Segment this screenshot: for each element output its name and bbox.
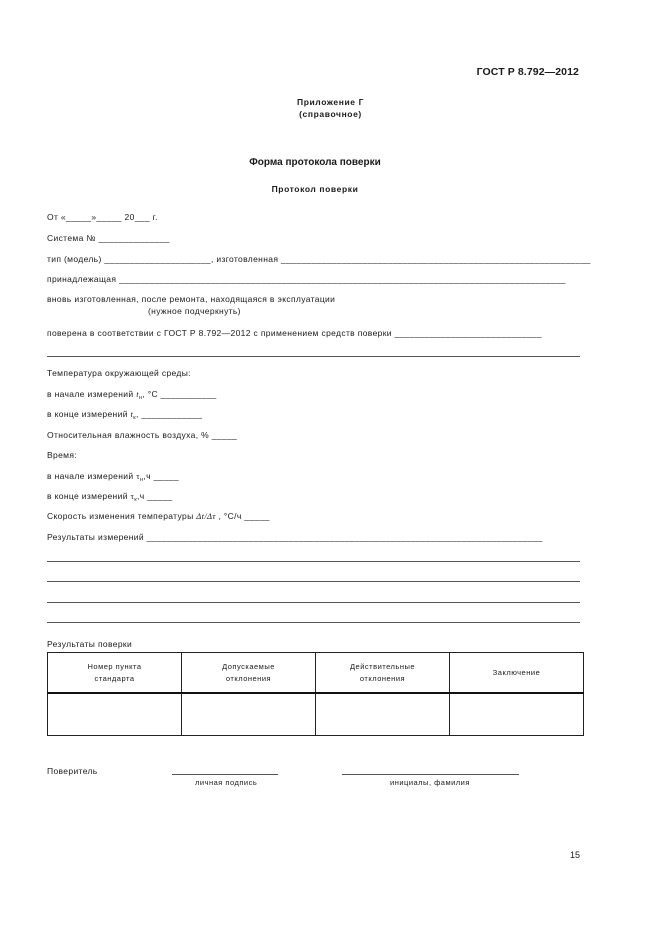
verification-results-table <box>47 652 584 736</box>
type-model-field[interactable]: тип (модель) _____________________, изготовленная _____________________________________________________________ <box>47 254 591 264</box>
column-header-allowed-deviations <box>182 653 316 694</box>
time-start-prefix: в начале измерений <box>47 471 137 481</box>
table-cell[interactable] <box>450 693 584 736</box>
column-header-conclusion <box>450 653 584 694</box>
time-end-suffix: ,ч _____ <box>137 491 173 501</box>
verification-means-continuation-line[interactable] <box>47 356 580 357</box>
table-cell[interactable] <box>182 693 316 736</box>
temperature-end-prefix: в конце измерений <box>47 409 131 419</box>
time-start-symbol: τ <box>136 471 140 481</box>
time-end-subscript: к <box>134 497 138 503</box>
temperature-end-field[interactable] <box>47 409 202 421</box>
name-caption: инициалы, фамилия <box>390 778 470 787</box>
ambient-temperature-label: Температура окружающей среды: <box>47 368 191 378</box>
date-field[interactable]: От «_____»_____ 20___ г. <box>47 212 158 222</box>
document-code: ГОСТ Р 8.792—2012 <box>476 66 579 78</box>
time-label: Время: <box>47 450 78 460</box>
temperature-end-symbol: t <box>130 409 134 419</box>
column-header-allowed-deviations-text: Допускаемые отклонения <box>222 662 275 683</box>
form-title: Форма протокола поверки <box>249 157 381 168</box>
measurement-results-line[interactable] <box>47 622 580 623</box>
time-start-subscript: н <box>139 477 144 483</box>
temperature-end-subscript: к <box>133 415 136 421</box>
column-header-actual-deviations-text: Действительные отклонения <box>349 662 416 683</box>
system-number-field[interactable]: Система № ______________ <box>47 233 170 243</box>
annex-heading <box>0 97 661 120</box>
time-end-prefix: в конце измерений <box>47 491 131 501</box>
table-cell[interactable] <box>316 693 450 736</box>
name-line[interactable] <box>342 774 519 775</box>
condition-hint: (нужное подчеркнуть) <box>148 306 241 316</box>
table-cell[interactable] <box>48 693 182 736</box>
signature-caption: личная подпись <box>195 778 258 787</box>
time-end-field[interactable] <box>47 491 173 503</box>
measurement-results-line[interactable] <box>47 581 580 582</box>
time-end-symbol: τ <box>130 491 135 501</box>
time-start-field[interactable] <box>47 471 179 483</box>
annex-type: (справочное) <box>299 108 362 119</box>
measurement-results-line[interactable] <box>47 602 580 603</box>
verifier-label: Поверитель <box>47 766 98 776</box>
condition-options[interactable]: вновь изготовленная, после ремонта, находящаяся в эксплуатации <box>47 294 336 304</box>
column-header-conclusion-text: Заключение <box>492 667 541 677</box>
protocol-title: Протокол поверки <box>271 184 359 194</box>
temperature-start-field[interactable] <box>47 389 217 401</box>
table-header-row <box>48 653 584 694</box>
annex-title: Приложение Г <box>296 97 364 107</box>
temperature-rate-field[interactable] <box>47 511 270 521</box>
temperature-end-suffix: , ____________ <box>135 409 203 419</box>
temperature-start-symbol: t <box>136 389 139 399</box>
temperature-rate-prefix: Скорость изменения температуры <box>47 511 197 521</box>
verification-results-label: Результаты поверки <box>47 639 133 649</box>
temperature-start-subscript: н <box>138 395 143 401</box>
measurement-results-line[interactable] <box>47 561 580 562</box>
temperature-rate-suffix: , °С/ч _____ <box>215 511 270 521</box>
temperature-rate-symbol: Δt/Δτ <box>196 511 216 521</box>
table-row <box>48 693 584 736</box>
column-header-standard-clause <box>48 653 182 694</box>
column-header-actual-deviations <box>316 653 450 694</box>
page-number: 15 <box>569 850 580 860</box>
verification-means-field[interactable]: поверена в соответствии с ГОСТ Р 8.792—2012 с применением средств поверки _____________________________ <box>47 328 542 338</box>
temperature-start-prefix: в начале измерений <box>47 389 137 399</box>
signature-line[interactable] <box>172 774 278 775</box>
owner-field[interactable]: принадлежащая ________________________________________________________________________________________ <box>47 274 566 284</box>
humidity-field[interactable]: Относительная влажность воздуха, % _____ <box>47 430 238 440</box>
time-start-suffix: ,ч _____ <box>143 471 179 481</box>
column-header-standard-clause-text: Номер пункта стандарта <box>87 662 142 683</box>
temperature-start-suffix: , °С ___________ <box>142 389 217 399</box>
measurement-results-field[interactable]: Результаты измерений ______________________________________________________________________________ <box>47 532 543 542</box>
